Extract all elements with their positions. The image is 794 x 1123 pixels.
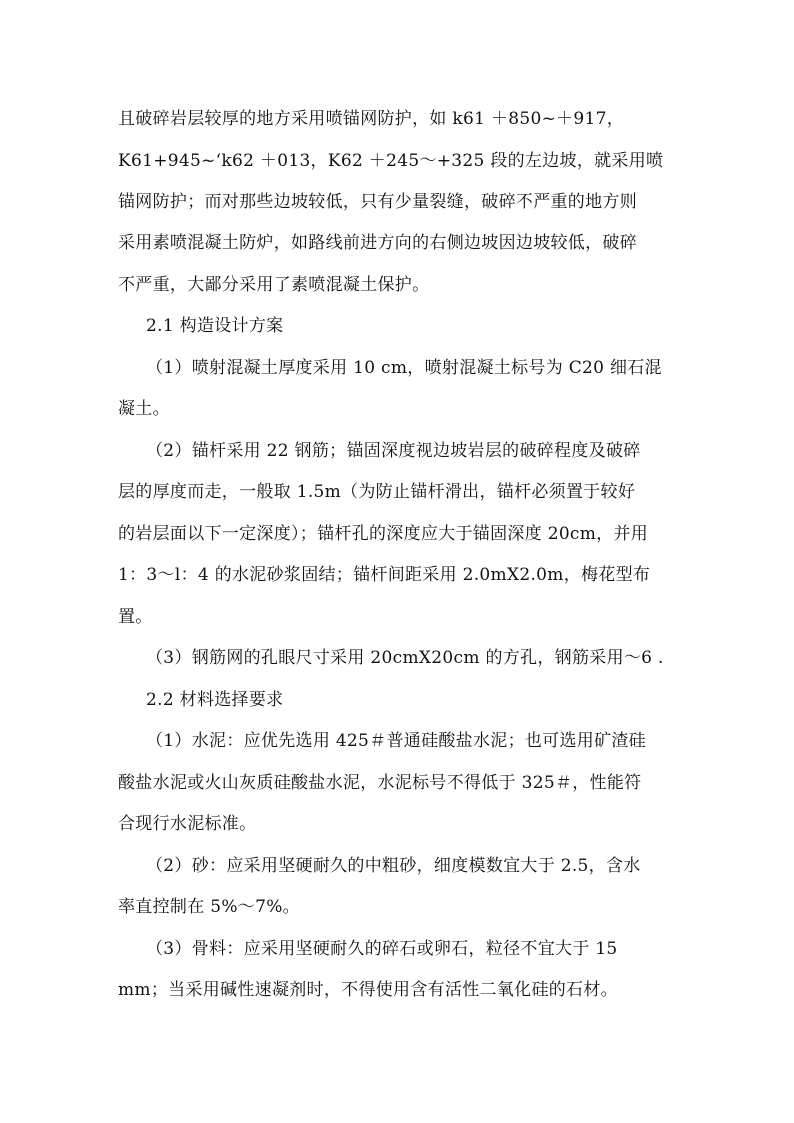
text-line: 1：3～l：4 的水泥砂浆固结；锚杆间距采用 2.0mX2.0m，梅花型布 <box>118 565 651 585</box>
section-heading: 2.2 材料选择要求 <box>146 690 284 710</box>
text-line: （1）喷射混凝土厚度采用 10 cm，喷射混凝土标号为 C20 细石混 <box>146 358 662 378</box>
section-heading: 2.1 构造设计方案 <box>146 316 284 336</box>
text-line: （1）水泥：应优先选用 425＃普通硅酸盐水泥；也可选用矿渣硅 <box>146 731 646 751</box>
text-line: （2）锚杆采用 22 钢筋；锚固深度视边坡岩层的破碎程度及破碎 <box>146 441 641 461</box>
text-line: （3）骨料：应采用坚硬耐久的碎石或卵石，粒径不宜大于 15 <box>146 939 618 959</box>
text-line: 层的厚度而走，一般取 1.5m（为防止锚杆滑出，锚杆必须置于较好 <box>118 482 636 502</box>
text-line: 的岩层面以下一定深度）；锚杆孔的深度应大于锚固深度 20cm，并用 <box>118 524 649 544</box>
text-line: 采用素喷混凝土防炉，如路线前进方向的右侧边坡因边坡较低，破碎 <box>118 233 637 253</box>
text-line: 酸盐水泥或火山灰质硅酸盐水泥，水泥标号不得低于 325＃，性能符 <box>118 773 642 793</box>
text-line: 锚网防护；而对那些边坡较低，只有少量裂缝，破碎不严重的地方则 <box>118 192 637 212</box>
text-line: 率直控制在 5%～7%。 <box>118 897 300 917</box>
text-line: mm；当采用碱性速凝剂时，不得使用含有活性二氧化硅的石材。 <box>118 980 618 1000</box>
text-line: 且破碎岩层较厚的地方采用喷锚网防护，如 k61 ＋850~＋917， <box>118 109 625 129</box>
text-line: （3）钢筋网的孔眼尺寸采用 20cmX20cm 的方孔，钢筋采用～6 . <box>146 648 664 668</box>
text-line: 合现行水泥标准。 <box>118 814 257 834</box>
text-line: K61+945~‘k62 ＋013，K62 ＋245～+325 段的左边坡，就采用喷 <box>118 151 664 171</box>
text-line: 不严重，大鄙分采用了素喷混凝土保护。 <box>118 275 430 295</box>
text-line: 凝土。 <box>118 399 170 419</box>
text-line: 置。 <box>118 607 153 627</box>
text-line: （2）砂：应采用坚硬耐久的中粗砂，细度模数宜大于 2.5，含水 <box>146 856 641 876</box>
